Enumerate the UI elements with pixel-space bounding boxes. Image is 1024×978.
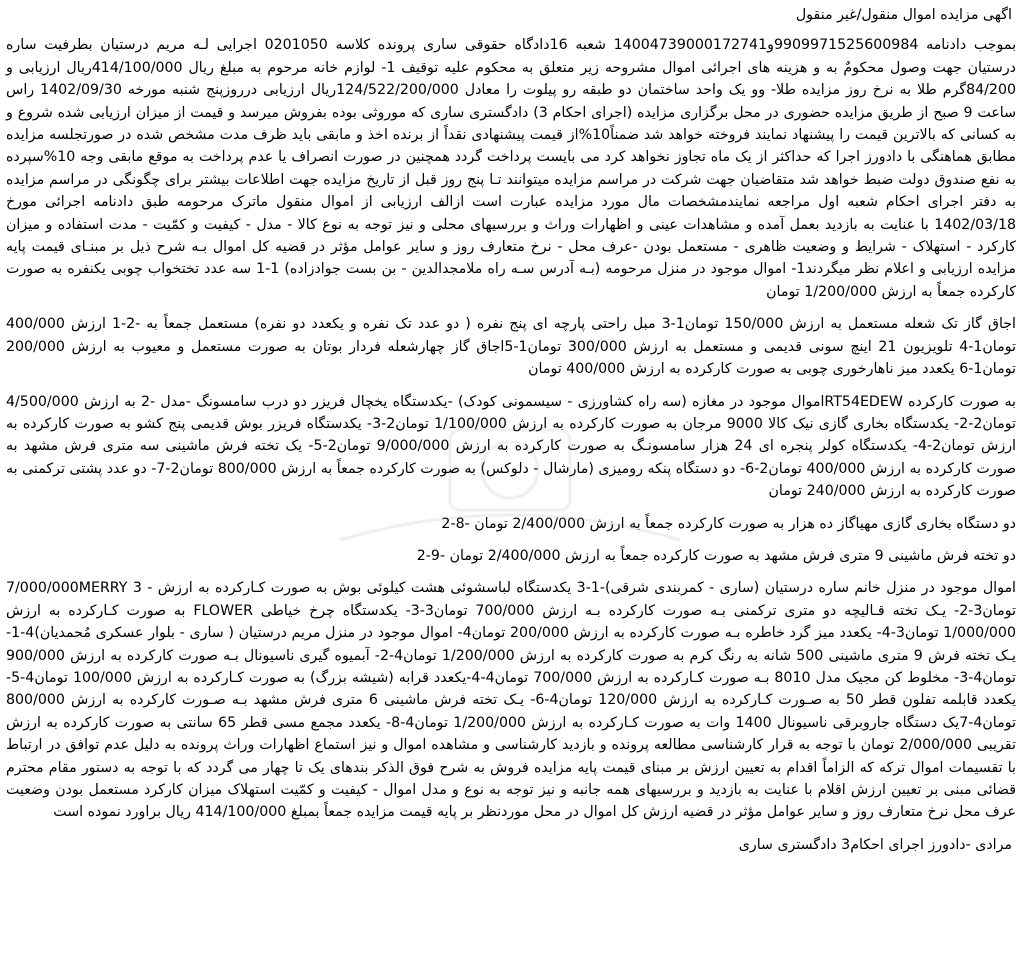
notice-paragraph-intro: بموجب دادنامه 9909971525600984و14004739000172741 شعبه 16دادگاه حقوقی ساری پرونده کلاسه 0201050 اجرایی لـه مریم درستیان بطرفیت ساره درستیان جهت وصول محکومٌ به و هزینه های اجرائی اموال مشروحه زیر متعلق به محکوم علیه توقیف 1- لوازم خانه مرحوم به مبلغ ریال 414/100/000ریال ارزیابی و 84/200گرم طلا به نرخ روز مزایده طلا- وو یک واحد ساختمان دو طبقه رو پیلوت را معادل 124/522/200/000ریال ارزیابی درروزپنج شنبه مورخه 1402/09/30 راس ساعت 9 صبح از طریق مزایده حضوری در محل برگزاری مزایده (اجرای احکام 3) دادگستری ساری که موروثی بوده بفروش میرسد و قیمت از میزان ارزیابی شده شروع و به کسانی که بالاترین قیمت را پیشنهاد نمایند فروخته خواهد شد ضمناً10%از قیمت پیشنهادی نقداً از برنده اخذ و مابقی باید ظرف مدت مشخص شده در صورتجلسه مزایده مطابق هماهنگی با دادورز اجرا که حداکثر از یک ماه تجاوز نخواهد کرد می بایست پرداخت گردد همچنین در صورت انصراف یا عدم پرداخت به موقع مابقی وجه 10%سپرده به نفع صندوق دولت ضبط خواهد شد متقاضیان جهت شرکت در مراسم مزایده میتوانند تـا پنج روز قبل از تاریخ مزایده جهت اطلاعات بیشتر برای چگونگی در مراسم مزایده به دفتر اجرای احکام شعبه اول مراجعه نمایندمشخصات مال مورد مزایده عبارت است ازالف ارزیابی از اموال منقول ماترک مرحومه طبق دادنامه اجرائی مورخ 1402/03/18 با عنایت به بازدید بعمل آمده و مشاهدات عینی و اظهارات وراث و بررسیهای محلی و نیز توجه به نوع کالا - مدل - کیفیت و کمّیت - مدت استفاده و میزان کارکرد - استهلاک - شرایط و وضعیت ظاهری - مستعمل بودن -عرف محل - نرخ متعارف روز و سایر عوامل مؤثر در قضیه کل اموال بـه شرح ذیل بر مبنـای قیمت پایه مزایده ارزیابی و اعلام نظر میگردند1- اموال موجود در منزل مرحومه (بـه آدرس سـه راه ملامجدالدین - بن بست جوادزاده) 1-1 سه عدد تختخواب چوبی یکنفره به صورت کارکرده جمعاً به ارزش 1/200/000 تومان [6, 37, 1017, 300]
notice-paragraph-item-2-8: دو دستگاه بخاری گازی مهیاگاز ده هزار به صورت کارکرده جمعاً به ارزش 2/400/000 تومان -8-2 [441, 515, 1016, 532]
notice-paragraph-items-3-4: اموال موجود در منزل خانم ساره درستیان (ساری - کمربندی شرقی)-1-3 یکدستگاه لباسشوئی هشت کیلوئی بوش به صورت کـارکرده به ارزش - 3 7/000/000MERRY تومان3-2- یـک تخته قـالیچه دو متری ترکمنی بـه صورت کارکرده بـه ارزش 700/000 تومان3-3- یکدستگاه چرخ خیاطی FLOWER به صورت کـارکرده به ارزش 1/000/000 تومان3-4- یکعدد میز گرد خاطره بـه صورت کارکرده به ارزش 200/000 تومان4- اموال موجود در منزل مریم درستیان ( ساری - بلوار عسکری مُحمدیان)4-1- یـک تخته فرش 9 متری ماشینی 500 شانه به رنگ کرم به صورت کارکرده به ارزش 1/200/000 تومان4-2- آبمیوه گیری ناسیونال بـه صورت کارکرده به ارزش 900/000 تومان4-3- مخلوط کن مجیک مدل 8010 بـه صورت کـارکرده به ارزش 700/000 تومان4-4-یکعدد قرابه (شیشه بزرگ) به صورت کـارکرده به ارزش 100/000 تومان4-5- یکعدد قابلمه تفلون قطر 50 به صـورت کـارکرده به ارزش 120/000 تومان4-6- یـک تخته فرش ماشینی 6 متری فرش مشهد بـه صـورت کارکرده به ارزش 800/000 تومان4-7یک دستگاه جاروبرقی ناسیونال 1400 وات به صورت کـارکرده به ارزش 1/200/000 تومان4-8- یکعدد مجمع مسی قطر 65 سانتی به صورت کارکرده به ارزش تقریبی 2/000/000 تومان با توجه به قرار کارشناسی مطالعه پرونده و بازدید کارشناسی و مشاهده اموال و نیز استماع اظهارات وراث پرونده به دلیل عدم توافق در ارتباط با تقسیمات اموال ترکه که الزاماً اقدام به تعیین ارزش بر مبنای قیمت پایه مزایده فروش به شرح فوق الذکر بندهای یک تا چهار می گردد که با توجه به دستور مقام محترم قضائی مبنی بر تعیین ارزش اقلام با عنایت به بازدید و بررسیهای همه جانبه و نیز توجه به نوع و مدل اموال - کیفیت و کمّیت استهلاک میزان کارکرد مستعمل بودن وضعیت عرف محل نرخ متعارف روز و سایر عوامل مؤثر در قضیه ارزش کل اموال در محل موردنظر بر پایه قیمت مزایده جمعاً بمبلغ 414/100/000 ریال براورد نموده است [6, 580, 1017, 821]
auction-notice [6, 4, 1016, 974]
notice-paragraph-item-2-9: دو تخته فرش ماشینی 9 متری فرش مشهد به صورت کارکرده جمعاً به ارزش 2/400/000 تومان -9-2 [416, 547, 1016, 564]
notice-title: اگهی مزایده اموال منقول/غیر منقول [795, 7, 1012, 23]
notice-signature: مرادی -دادورز اجرای احکام3 دادگستری ساری [738, 836, 1012, 853]
notice-paragraph-items-2: به صورت کارکرده RT54EDEWاموال موجود در مغازه (سه راه کشاورزی - سیسمونی کودک) -یکدستگاه یخچال فریزر دو درب سامسونگ -مدل -2 به ارزش 4/500/000 تومان2-2- یکدستگاه بخاری گازی نیک کالا 9000 مرجان به صورت کارکرده به ارزش 1/100/000 تومان2-3- یکدستگاه فریزر بوش قدیمی پنج کشو به صورت کارکرده به ارزش تومان2-4- یکدستگاه کولر پنجره ای 24 هزار سامسونـگ به صورت کارکرده به ارزش 9/000/000 تومان2-5- یک تخته فرش ماشینی سه متری فرش مشهد به صورت کارکرده به ارزش 400/000 تومان2-6- دو دستگاه پنکه رومیزی (مارشال - دلوکس) به صورت کارکرده جمعاً به ارزش 800/000 تومان2-7- دو عدد پشتی ترکمنی به صورت کارکرده به ارزش 240/000 تومان [6, 393, 1016, 500]
notice-paragraph-items-1: اجاق گاز تک شعله مستعمل به ارزش 150/000 تومان1-3 مبل راحتی پارچه ای پنج نفره ( دو عدد تک نفره و یکعدد دو نفره) مستعمل جمعاً به -2-1 ارزش 400/000 تومان1-4 تلویزیون 21 اینچ سونی قدیمی و مستعمل به ارزش 300/000 تومان1-5اجاق گاز چهارشعله فردار بوتان به صورت مستعمل و معیوب به ارزش 200/000 تومان1-6 یکعدد میز ناهارخوری چوبی به صورت کارکرده به ارزش 400/000 تومان [6, 316, 1016, 378]
